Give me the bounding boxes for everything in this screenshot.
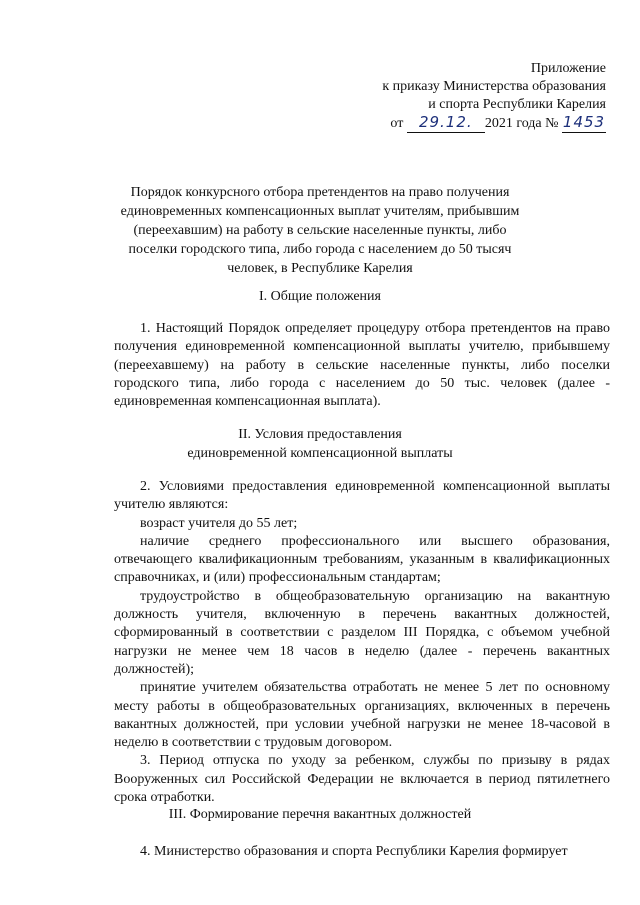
condition-age: возраст учителя до 55 лет;: [140, 515, 298, 531]
section-heading-2: [0, 425, 640, 463]
handwritten-date: 29.12.: [418, 113, 473, 131]
appendix-header: [382, 60, 606, 133]
paragraph-3-text: 3. Период отпуска по уходу за ребенком, службы по призыву в рядах Вооруженных сил Российской Федерации не включается в период пятилетнего срока отработки.: [114, 753, 610, 806]
document-title: Порядок конкурсного отбора претендентов на право получения единовременных компенсационных выплат учителям, прибывшим (переехавшим) на работу в сельские населенные пункты, либо поселки городского типа, либо города с населением до 50 тысяч человек, в Республике Карелия: [120, 185, 520, 276]
paragraph-1-text: 1. Настоящий Порядок определяет процедуру отбора претендентов на право получения единовременной компенсационной выплаты учителю, прибывшему (переехавшему) на работу в сельские населенные пункты, либо поселки городского типа, либо города с населением до 50 тыс. человек (далее - единовременная компенсационная выплата).: [114, 321, 610, 410]
ministry-name: и спорта Республики Карелия: [428, 97, 606, 112]
appendix-label: Приложение: [530, 61, 606, 76]
condition-education: наличие среднего профессионального или высшего образования, отвечающего квалификационным требованиям, указанным в квалификационных справочниках, и (или) профессиональным стандартам;: [114, 533, 610, 586]
order-reference: к приказу Министерства образования: [382, 79, 606, 94]
paragraph-4: [114, 843, 610, 861]
section-heading-3: III. Формирование перечня вакантных должностей: [168, 807, 472, 822]
section-heading-1: I. Общие положения: [259, 289, 381, 304]
handwritten-number: 1453: [562, 113, 606, 131]
paragraph-2-text: 2. Условиями предоставления единовременной компенсационной выплаты учителю являются:: [114, 479, 610, 513]
paragraph-4-text: 4. Министерство образования и спорта Республики Карелия формирует: [140, 844, 568, 859]
date-field: [407, 114, 485, 133]
number-field: [562, 114, 606, 133]
paragraph-1: [114, 320, 610, 411]
condition-obligation: принятие учителем обязательства отработать не менее 5 лет по основному месту работы в общеобразовательных организациях, включенных в перечень вакантных должностей, при условии учебной нагрузки не менее 18-часовой в неделю в соответствии с трудовым договором.: [114, 680, 610, 751]
condition-employment: трудоустройство в общеобразовательную организацию на вакантную должность учителя, включенную в перечень вакантных должностей, сформированный в соответствии с разделом III Порядка, с объемом учебной нагрузки не менее чем 18 часов в неделю (далее - перечень вакантных должностей);: [114, 588, 610, 677]
section-heading-2-line2: единовременной компенсационной выплаты: [187, 446, 453, 461]
date-suffix: 2021 года №: [484, 116, 559, 131]
date-prefix: от: [390, 116, 404, 131]
section-heading-2-line1: II. Условия предоставления: [238, 427, 402, 442]
paragraph-2: [114, 478, 610, 807]
order-date-line: [382, 114, 606, 133]
